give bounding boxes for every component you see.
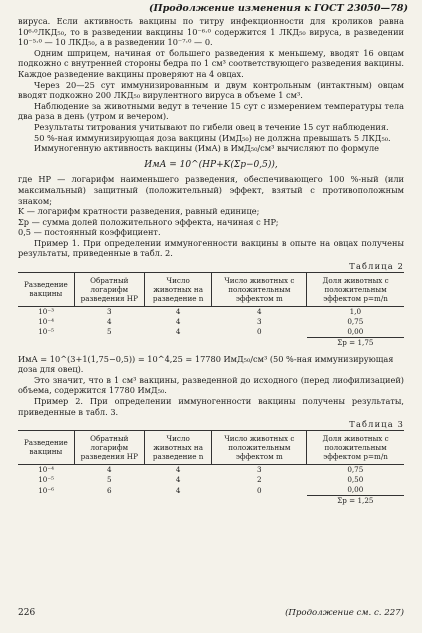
table-cell: 5 (106, 475, 112, 485)
page-body (18, 16, 404, 506)
table-cell: 0,00 (347, 485, 364, 495)
table-cell: 4 (106, 465, 112, 475)
column-header: Число животных с положительным эффектом m (212, 272, 307, 306)
table-cell: 3 (257, 317, 262, 327)
column-header: Разведение вакцины (18, 430, 74, 464)
calculation-result: ИмА = 10^(3+1(1,75−0,5)) = 10^4,25 = 17780 ИмД₅₀/см³ (50 %-ная иммунизирующая доза для овец). (18, 353, 394, 375)
table-cell: 4 (175, 317, 181, 327)
table-cell: 0,50 (347, 475, 364, 485)
column-header: Число животных с положительным эффектом m (212, 430, 307, 464)
column-header: Обратный логарифм разведения HP (74, 272, 144, 306)
table-sum: Σp = 1,75 (307, 337, 404, 348)
table-cell: 4 (175, 327, 181, 337)
paragraph: Наблюдение за животными ведут в течение 15 сут с измерением температуры тела два раза в день (утром и вечером). (18, 100, 404, 122)
definition-item: Σp — сумма долей положительного эффекта, начиная с HP; (18, 216, 279, 227)
table-cell: 3 (257, 465, 262, 475)
table-cell: 4 (175, 475, 181, 485)
table-cell: 4 (175, 307, 181, 317)
paragraph: 50 %-ная иммунизирующая доза вакцины (ИмД₅₀) не должна превышать 5 ЛКД₅₀. (34, 132, 391, 143)
continuation-note: (Продолжение см. с. 227) (285, 608, 404, 618)
table-row (18, 327, 404, 338)
definition-item: 0,5 — постоянный коэффициент. (18, 227, 161, 238)
table-row (18, 464, 404, 475)
example-paragraph: Пример 1. При определении иммуногенности вакцины в опыте на овцах получены результаты, приведенные в табл. 2. (18, 237, 404, 259)
table-sum: Σp = 1,25 (307, 495, 404, 506)
paragraph: Это значит, что в 1 см³ вакцины, разведенной до исходного (перед лиофилизацией) объема, содержится 17780 ИмД₅₀. (18, 374, 404, 396)
table-row (18, 317, 404, 327)
paragraph: Через 20—25 сут иммунизированным и двум контрольным (интактным) овцам вводят подкожно 200 ЛКД₅₀ вирулентного вируса в объеме 1 см³. (18, 79, 404, 101)
table-row (18, 306, 404, 317)
table-cell: 10⁻³ (38, 307, 55, 317)
table-cell: 10⁻⁵ (38, 475, 55, 485)
column-header: Число животных на разведение n (144, 272, 212, 306)
paragraph: Результаты титрования учитывают по гибели овец в течение 15 сут наблюдения. (34, 121, 389, 132)
table-cell: 0,75 (347, 465, 364, 475)
formula-definitions (18, 174, 404, 238)
table-cell: 4 (175, 485, 181, 495)
table-cell: 10⁻⁴ (38, 465, 55, 475)
table-cell: 0 (257, 327, 262, 337)
definition-item: где HP — логарифм наименьшего разведения, обеспечивающего 100 %-ный (или максимальный) защитный (положительный) эффект, взятый с противоположным знаком; (18, 174, 404, 206)
column-header: Обратный логарифм разведения HP (74, 430, 144, 464)
page-number: 226 (18, 608, 36, 618)
table-cell: 10⁻⁴ (38, 317, 55, 327)
table-row (18, 485, 404, 496)
column-header: Разведение вакцины (18, 272, 74, 306)
table-row (18, 475, 404, 485)
formula: ИмА = 10^(HP+K(Σp−0,5)), (144, 159, 278, 170)
table-cell: 4 (175, 465, 181, 475)
example-paragraph: Пример 2. При определении иммуногенности вакцины получены результаты, приведенные в табл. 3. (18, 396, 404, 417)
table-sum-row (18, 495, 404, 506)
column-header: Доля животных с положительным эффектом p=m/n (307, 272, 404, 306)
table-cell: 2 (257, 475, 262, 485)
table-cell: 3 (106, 307, 112, 317)
paragraph: Одним шприцем, начиная от большего разведения к меньшему, вводят 16 овцам подкожно с внутренней стороны бедра по 1 см³ соответствующего разведения вакцины. Каждое разведение вакцины проверяют на 4 овцах. (18, 47, 404, 79)
definition-item: K — логарифм кратности разведения, равный единице; (18, 206, 260, 217)
table-cell: 1,0 (349, 307, 362, 317)
table-cell: 10⁻⁵ (38, 327, 55, 337)
running-header: (Продолжение изменения к ГОСТ 23050—78) (149, 3, 408, 14)
table-cell: 4 (106, 317, 112, 327)
table-caption: Таблица 2 (349, 261, 404, 272)
table-cell: 10⁻⁶ (38, 485, 55, 495)
table-cell: 5 (106, 327, 112, 337)
column-header: Число животных на разведение n (144, 430, 212, 464)
table-caption: Таблица 3 (349, 419, 404, 430)
table-cell: 6 (106, 485, 112, 495)
table-cell: 0,00 (347, 327, 364, 337)
table-cell: 0,75 (347, 317, 364, 327)
table-3 (18, 430, 404, 506)
table-sum-row (18, 337, 404, 348)
table-2 (18, 272, 404, 348)
column-header: Доля животных с положительным эффектом p=m/n (307, 430, 404, 464)
paragraph: Иммуногенную активность вакцины (ИмА) в ИмД₅₀/см³ вычисляют по формуле (34, 143, 379, 154)
table-cell: 0 (257, 485, 262, 495)
table-cell: 4 (257, 307, 262, 317)
paragraph: вируса. Если активность вакцины по титру инфекционности для кроликов равна 10⁶·⁰ЛКД₅₀, то в разведении вакцины 10⁻⁶·⁰ содержится 1 ЛКД₅₀ вируса, в разведении 10⁻⁵·⁰ — 10 ЛКД₅₀, а в разведении 10⁻⁷·⁰ — 0. (18, 16, 404, 48)
